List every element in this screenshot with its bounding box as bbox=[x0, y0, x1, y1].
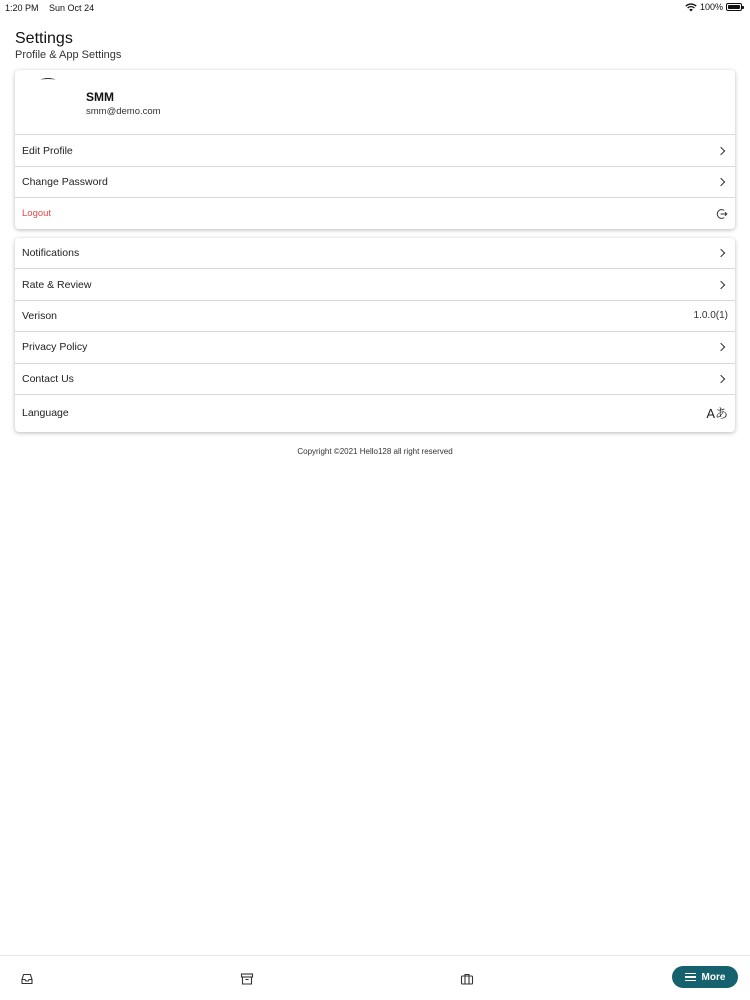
notifications-row[interactable] bbox=[15, 238, 735, 269]
privacy-policy-row[interactable] bbox=[15, 332, 735, 363]
avatar bbox=[41, 78, 55, 82]
row-label: Change Password bbox=[22, 176, 108, 188]
chevron-right-icon bbox=[717, 343, 725, 351]
page-subtitle: Profile & App Settings bbox=[15, 49, 122, 61]
profile-name: SMM bbox=[86, 90, 114, 104]
copyright-text: Copyright ©2021 Hello128 all right reserved bbox=[297, 447, 453, 456]
chevron-right-icon bbox=[717, 146, 725, 154]
page-header bbox=[15, 30, 121, 61]
more-label: More bbox=[701, 971, 726, 983]
chevron-right-icon bbox=[717, 375, 725, 383]
row-label: Rate & Review bbox=[22, 278, 92, 291]
status-time: 1:20 PM bbox=[5, 3, 39, 13]
page-title: Settings bbox=[15, 30, 73, 47]
row-label: Verison bbox=[22, 309, 58, 322]
menu-icon bbox=[685, 973, 696, 981]
logout-row[interactable] bbox=[15, 198, 735, 229]
row-label: Contact Us bbox=[22, 372, 74, 385]
battery-percent: 100% bbox=[699, 2, 723, 12]
profile-header bbox=[15, 70, 735, 135]
status-date: Sun Oct 24 bbox=[49, 3, 95, 13]
row-label: Privacy Policy bbox=[22, 341, 88, 354]
version-value: 1.0.0(1) bbox=[693, 310, 728, 322]
wifi-icon bbox=[685, 3, 697, 12]
translate-icon: Aあ bbox=[706, 406, 728, 422]
chevron-right-icon bbox=[717, 249, 725, 257]
version-row bbox=[15, 301, 735, 332]
profile-email: smm@demo.com bbox=[86, 106, 161, 117]
profile-card bbox=[15, 70, 735, 229]
change-password-row[interactable] bbox=[15, 167, 735, 198]
status-bar bbox=[0, 0, 750, 16]
more-button[interactable] bbox=[672, 966, 738, 988]
language-row[interactable] bbox=[15, 395, 735, 431]
edit-profile-row[interactable] bbox=[15, 135, 735, 167]
contact-us-row[interactable] bbox=[15, 364, 735, 395]
row-label: Logout bbox=[22, 208, 52, 219]
archive-icon[interactable] bbox=[240, 972, 254, 986]
logout-icon bbox=[716, 208, 728, 220]
chevron-right-icon bbox=[717, 280, 725, 288]
tab-bar bbox=[0, 955, 750, 1000]
row-label: Notifications bbox=[22, 247, 80, 260]
row-label: Edit Profile bbox=[22, 144, 73, 157]
app-settings-card bbox=[15, 238, 735, 432]
inbox-icon[interactable] bbox=[20, 972, 34, 986]
battery-icon bbox=[726, 3, 742, 11]
briefcase-icon[interactable] bbox=[460, 972, 474, 986]
rate-review-row[interactable] bbox=[15, 269, 735, 300]
chevron-right-icon bbox=[717, 178, 725, 186]
row-label: Language bbox=[22, 406, 69, 419]
